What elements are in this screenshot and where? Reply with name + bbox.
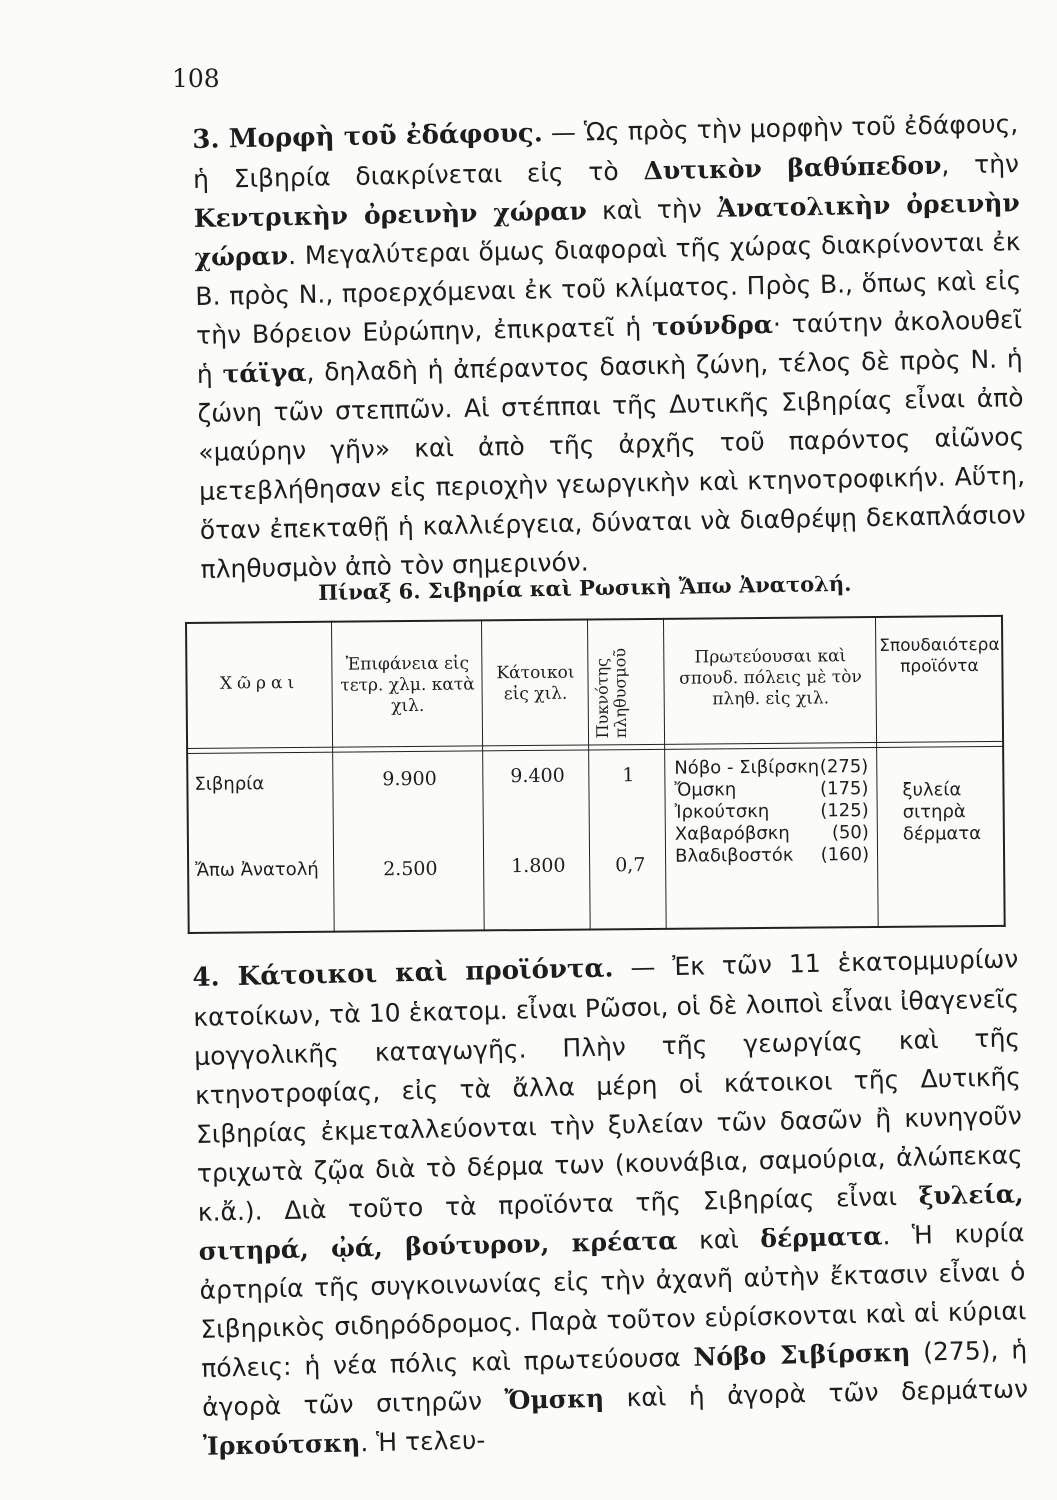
table-left-border <box>185 622 190 934</box>
bold-term: τάϊγα <box>222 357 307 389</box>
city-name: Ἰρκούτσκη <box>674 800 770 823</box>
col-sep-2 <box>481 619 485 931</box>
col-sep-3 <box>587 618 591 930</box>
body-text: . Ἡ τελευ- <box>359 1425 486 1458</box>
city-name: Βλαδιβοστόκ <box>674 844 794 867</box>
city-name: Χαβαρόβσκη <box>674 822 790 845</box>
city-population: (125) <box>820 800 869 822</box>
product-item: δέρματα <box>902 823 982 845</box>
body-text: — Ὡς πρὸς τὴν μορφὴν τοῦ ἐδάφους, ἡ Σιβηρία διακρίνεται εἰς τὸ <box>192 109 1019 194</box>
city-population: (50) <box>831 822 869 844</box>
city-item <box>675 800 869 824</box>
col-sep-1 <box>331 621 335 933</box>
page-number: 108 <box>172 64 220 93</box>
table-bottom-border <box>188 925 1006 934</box>
city-population: (275) <box>819 756 869 778</box>
body-text: καὶ τὴν <box>586 193 718 226</box>
row-siberia-region: Σιβηρία <box>194 773 265 795</box>
row-siberia-area: 9.900 <box>382 767 437 791</box>
bold-term: δέρματα <box>760 1221 883 1254</box>
body-text: καὶ ἡ ἀγορὰ τῶν δερμάτων <box>603 1374 1029 1413</box>
products-list <box>902 779 981 846</box>
bold-term: Ὄμσκη <box>504 1383 605 1416</box>
col-sep-4 <box>663 618 667 930</box>
table-right-border <box>1001 615 1006 927</box>
product-item: ξυλεία <box>902 779 962 801</box>
body-text: καὶ <box>677 1224 761 1256</box>
row-siberia-density: 1 <box>622 764 635 787</box>
header-capitals: Πρωτεύουσαι καὶ σπουδ. πόλεις μὲ τὸν πληθ. εἰς χιλ. <box>679 646 862 710</box>
col-sep-5 <box>875 616 879 928</box>
row-far-east-area: 2.500 <box>383 857 438 881</box>
body-text: (275), ἡ ἀγορὰ τῶν σιτηρῶν <box>201 1335 1028 1422</box>
statistics-table <box>185 615 1006 934</box>
city-name: Ὄμσκη <box>674 779 737 801</box>
city-population: (175) <box>819 778 869 800</box>
table-top-border <box>185 615 1003 624</box>
product-item: σιτηρὰ <box>902 801 966 823</box>
header-products: Σπουδαιότερα προϊόντα <box>879 634 1000 677</box>
table-caption: Πίναξ 6. Σιβηρία καὶ Ρωσικὴ Ἄπω Ἀνατολή. <box>318 570 852 605</box>
row-far-east-density: 0,7 <box>615 853 646 877</box>
section-3-heading: 3. Μορφὴ τοῦ ἐδάφους. <box>192 118 544 155</box>
row-siberia-population: 9.400 <box>510 764 565 788</box>
body-text: — Ἐκ τῶν 11 ἑκατομμυρίων κατοίκων, τὰ 10 ἑκατομ. εἶναι Ρῶσοι, οἱ δὲ λοιποὶ εἶναι ἰθαγενεῖς μογγολικῆς καταγωγῆς. Πλὴν τῆς γεωργίας καὶ τῆς κτηνοτροφίας, εἰς τὰ ἄλλα μέρη οἱ κάτοικοι τῆς Δυτικῆς Σιβηρίας ἐκμεταλλεύονται τὴν ξυλείαν τῶν δασῶν ἢ κυνηγοῦν τριχωτὰ ζῷα διὰ τὸ δέρμα των (κουνάβια, σαμούρια, ἀλώπεκας κ.ἄ.). Διὰ τοῦτο τὰ προϊόντα τῆς Σιβηρίας εἶναι <box>193 944 1024 1227</box>
city-item <box>674 778 868 802</box>
city-name: Νόβο - Σιβίρσκη <box>674 756 820 779</box>
bold-term: Νόβο Σιβίρσκη <box>693 1337 911 1372</box>
city-item <box>674 756 868 780</box>
header-area: Ἐπιφάνεια εἰς τετρ. χλμ. κατὰ χιλ. <box>340 653 475 717</box>
bold-term: Κεντρικὴν ὀρεινὴν χώραν <box>193 196 588 233</box>
city-population: (160) <box>820 844 870 866</box>
section-3-paragraph <box>192 104 1027 589</box>
header-region: Χῶραι <box>219 673 300 694</box>
header-density: Πυκνότης πληθυσμοῦ <box>592 647 631 739</box>
section-4-heading: 4. Κάτοικοι καὶ προϊόντα. <box>192 953 614 993</box>
city-item <box>675 822 869 846</box>
body-text: , τὴν <box>941 149 1020 180</box>
bold-term: Ἰρκούτσκη <box>202 1428 361 1461</box>
cities-list <box>674 756 869 868</box>
bold-term: ξυλεία, σιτηρά, ᾠά, βούτυρον, κρέατα <box>198 1179 1024 1266</box>
row-far-east-population: 1.800 <box>511 854 566 878</box>
bold-term: Ἀνατολικὴν ὀρεινὴν χώραν <box>194 188 1021 272</box>
section-4-paragraph <box>192 939 1029 1466</box>
body-text: . Ἡ κυρία ἀρτηρία τῆς συγκοινωνίας εἰς τὴν ἀχανῆ αὐτὴν ἔκτασιν εἶναι ὁ Σιβηρικὸς σιδηρόδρομος. Παρὰ τοῦτον εὑρίσκονται καὶ αἱ κύριαι πόλεις: ἡ νέα πόλις καὶ πρωτεύουσα <box>199 1218 1027 1383</box>
bold-term: Δυτικὸν βαθύπεδον <box>643 150 942 186</box>
body-text: · ταύτην ἀκολουθεῖ ἡ <box>196 305 1023 389</box>
header-population: Κάτοικοι εἰς χιλ. <box>496 662 575 705</box>
body-text: . Μεγαλύτεραι ὅμως διαφοραὶ τῆς χώρας διακρίνονται ἐκ Β. πρὸς Ν., προερχόμεναι ἐκ τοῦ κλίματος. Πρὸς Β., ὅπως καὶ εἰς τὴν Βόρειον Εὐρώπην, ἐπικρατεῖ ἡ <box>195 227 1022 350</box>
bold-term: τούνδρα <box>651 309 774 342</box>
body-text: , δηλαδὴ ἡ ἀπέραντος δασικὴ ζώνη, τέλος δὲ πρὸς Ν. ἡ ζώνη τῶν στεππῶν. Αἱ στέππαι τῆς Δυτικῆς Σιβηρίας εἶναι ἀπὸ «μαύρην γῆν» καὶ ἀπὸ τῆς ἀρχῆς τοῦ παρόντος αἰῶνος μετεβλήθησαν εἰς περιοχὴν γεωργικὴν καὶ κτηνοτροφικήν. Αὕτη, ὅταν ἐπεκταθῇ ἡ καλλιέργεια, δύναται νὰ διαθρέψῃ δεκαπλάσιον πληθυσμὸν ἀπὸ τὸν σημερινόν. <box>197 344 1027 584</box>
row-far-east-region: Ἄπω Ἀνατολή <box>195 858 319 881</box>
city-item <box>675 844 869 868</box>
